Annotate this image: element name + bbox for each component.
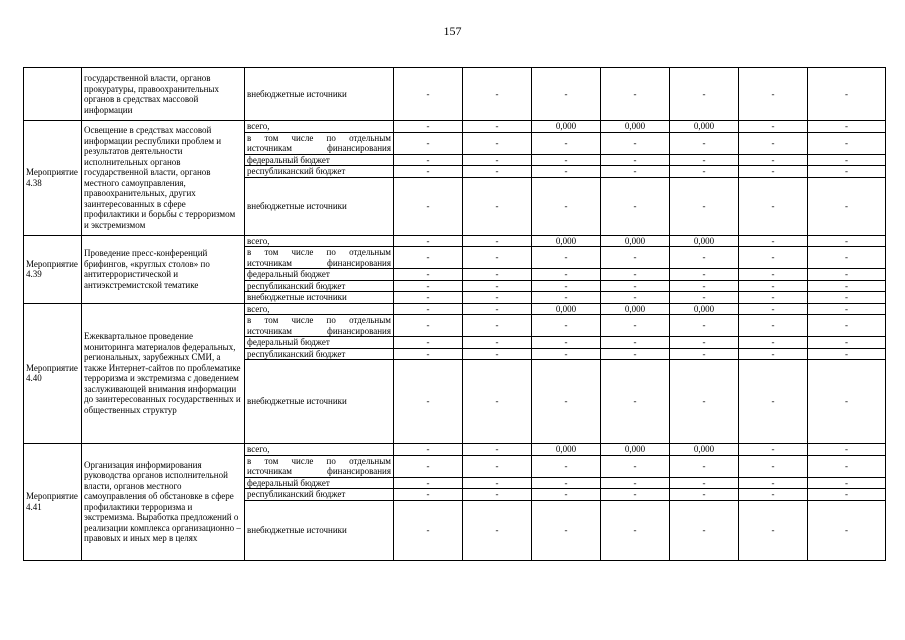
value-cell: - (532, 177, 601, 235)
value-cell: - (601, 315, 670, 337)
value-cell: - (808, 500, 886, 560)
value-cell: - (394, 68, 463, 121)
value-cell: - (601, 455, 670, 477)
value-cell: - (532, 269, 601, 281)
value-cell: - (739, 489, 808, 501)
value-cell: - (463, 121, 532, 133)
value-cell: - (808, 303, 886, 315)
funding-source-cell: внебюджетные источники (245, 68, 394, 121)
value-cell: - (670, 337, 739, 349)
funding-source-cell: республиканский бюджет (245, 489, 394, 501)
value-cell: - (601, 166, 670, 178)
value-cell: 0,000 (601, 303, 670, 315)
value-cell: - (394, 292, 463, 304)
value-cell: - (463, 477, 532, 489)
value-cell: - (808, 235, 886, 247)
value-cell: - (808, 444, 886, 456)
value-cell: - (394, 477, 463, 489)
value-cell: - (808, 68, 886, 121)
value-cell: - (739, 235, 808, 247)
value-cell: 0,000 (601, 235, 670, 247)
event-description-cell: государственной власти, органов прокуратуры, правоохранительных органов в средствах массовой информации (82, 68, 245, 121)
funding-source-cell: в том числе по отдельным источникам финансирования (245, 247, 394, 269)
funding-source-cell: внебюджетные источники (245, 500, 394, 560)
value-cell: - (601, 348, 670, 360)
value-cell: - (808, 269, 886, 281)
value-cell: - (463, 455, 532, 477)
value-cell: - (463, 154, 532, 166)
value-cell: - (463, 235, 532, 247)
value-cell: - (739, 68, 808, 121)
funding-source-cell: в том числе по отдельным источникам финансирования (245, 132, 394, 154)
value-cell: - (394, 132, 463, 154)
value-cell: - (808, 247, 886, 269)
value-cell: - (739, 292, 808, 304)
value-cell: - (463, 68, 532, 121)
value-cell: 0,000 (670, 303, 739, 315)
value-cell: - (463, 489, 532, 501)
value-cell: - (463, 348, 532, 360)
value-cell: - (601, 337, 670, 349)
value-cell: - (739, 154, 808, 166)
value-cell: - (601, 68, 670, 121)
funding-source-cell: федеральный бюджет (245, 154, 394, 166)
value-cell: - (739, 348, 808, 360)
value-cell: - (739, 455, 808, 477)
value-cell: - (532, 360, 601, 444)
value-cell: - (601, 292, 670, 304)
value-cell: - (670, 68, 739, 121)
value-cell: - (532, 500, 601, 560)
event-description-cell: Ежеквартальное проведение мониторинга материалов федеральных, региональных, зарубежных СМИ, а также Интернет-сайтов по проблематике терроризма и экстремизма с доведением заслуживающей внимания информации до заинтересованных государственных и общественных структур (82, 303, 245, 444)
value-cell: 0,000 (670, 235, 739, 247)
funding-source-cell: федеральный бюджет (245, 337, 394, 349)
value-cell: - (601, 500, 670, 560)
funding-source-cell: в том числе по отдельным источникам финансирования (245, 455, 394, 477)
page-number: 157 (443, 24, 462, 38)
value-cell: - (394, 235, 463, 247)
value-cell: - (463, 247, 532, 269)
value-cell: - (670, 166, 739, 178)
value-cell: - (394, 489, 463, 501)
value-cell: - (739, 269, 808, 281)
funding-source-cell: всего, (245, 303, 394, 315)
value-cell: - (670, 154, 739, 166)
table-row (24, 68, 886, 121)
table-row (24, 121, 886, 133)
value-cell: - (394, 280, 463, 292)
funding-source-cell: республиканский бюджет (245, 348, 394, 360)
value-cell: - (532, 477, 601, 489)
value-cell: - (394, 269, 463, 281)
value-cell: - (670, 280, 739, 292)
value-cell: - (739, 444, 808, 456)
funding-source-cell: республиканский бюджет (245, 280, 394, 292)
value-cell: - (532, 348, 601, 360)
value-cell: - (808, 315, 886, 337)
value-cell: - (532, 280, 601, 292)
value-cell: - (394, 166, 463, 178)
value-cell: - (394, 444, 463, 456)
value-cell: - (532, 154, 601, 166)
value-cell: 0,000 (601, 444, 670, 456)
value-cell: 0,000 (670, 444, 739, 456)
value-cell: - (808, 455, 886, 477)
value-cell: - (463, 500, 532, 560)
value-cell: - (739, 303, 808, 315)
value-cell: - (463, 337, 532, 349)
event-number-cell: Мероприятие 4.41 (24, 444, 82, 561)
event-number-cell: Мероприятие 4.40 (24, 303, 82, 444)
funding-source-cell: внебюджетные источники (245, 360, 394, 444)
funding-source-cell: в том числе по отдельным источникам финансирования (245, 315, 394, 337)
funding-source-cell: всего, (245, 444, 394, 456)
funding-source-cell: всего, (245, 235, 394, 247)
value-cell: - (532, 166, 601, 178)
value-cell: - (739, 247, 808, 269)
value-cell: - (532, 68, 601, 121)
value-cell: - (601, 132, 670, 154)
value-cell: - (808, 132, 886, 154)
value-cell: - (532, 489, 601, 501)
value-cell: - (808, 280, 886, 292)
value-cell: - (670, 132, 739, 154)
value-cell: - (601, 247, 670, 269)
value-cell: - (394, 315, 463, 337)
value-cell: - (394, 348, 463, 360)
value-cell: - (532, 132, 601, 154)
value-cell: - (670, 348, 739, 360)
value-cell: - (808, 292, 886, 304)
value-cell: - (463, 269, 532, 281)
funding-source-cell: внебюджетные источники (245, 292, 394, 304)
value-cell: - (532, 337, 601, 349)
value-cell: - (394, 121, 463, 133)
value-cell: - (394, 360, 463, 444)
value-cell: - (670, 500, 739, 560)
value-cell: - (670, 477, 739, 489)
value-cell: - (808, 177, 886, 235)
value-cell: - (739, 477, 808, 489)
funding-source-cell: федеральный бюджет (245, 477, 394, 489)
value-cell: - (532, 455, 601, 477)
value-cell: - (739, 121, 808, 133)
value-cell: - (601, 154, 670, 166)
value-cell: - (394, 303, 463, 315)
event-number-cell (24, 68, 82, 121)
value-cell: - (394, 177, 463, 235)
value-cell: - (463, 292, 532, 304)
event-number-cell: Мероприятие 4.38 (24, 121, 82, 236)
value-cell: - (601, 477, 670, 489)
value-cell: - (808, 121, 886, 133)
value-cell: 0,000 (601, 121, 670, 133)
event-description-cell: Проведение пресс-конференций брифингов, «круглых столов» по антитеррористической и антиэкстремистской тематике (82, 235, 245, 303)
value-cell: - (394, 247, 463, 269)
value-cell: - (808, 154, 886, 166)
value-cell: - (739, 315, 808, 337)
value-cell: - (463, 177, 532, 235)
value-cell: - (739, 132, 808, 154)
value-cell: - (532, 315, 601, 337)
value-cell: - (532, 292, 601, 304)
value-cell: - (394, 154, 463, 166)
event-description-cell: Освещение в средствах массовой информации республики проблем и результатов деятельности исполнительных органов государственной власти, органов местного самоуправления, правоохранительных, других заинтересованных в сфере профилактики и борьбы с терроризмом и экстремизмом (82, 121, 245, 236)
funding-source-cell: республиканский бюджет (245, 166, 394, 178)
table-row (24, 444, 886, 456)
funding-source-cell: всего, (245, 121, 394, 133)
value-cell: - (463, 166, 532, 178)
value-cell: - (463, 280, 532, 292)
value-cell: - (532, 247, 601, 269)
value-cell: - (808, 166, 886, 178)
value-cell: - (670, 360, 739, 444)
value-cell: 0,000 (532, 303, 601, 315)
value-cell: - (739, 337, 808, 349)
value-cell: - (739, 500, 808, 560)
value-cell: - (463, 303, 532, 315)
value-cell: - (670, 269, 739, 281)
value-cell: - (463, 444, 532, 456)
value-cell: 0,000 (532, 444, 601, 456)
value-cell: - (808, 489, 886, 501)
value-cell: - (394, 337, 463, 349)
value-cell: - (601, 489, 670, 501)
value-cell: - (670, 315, 739, 337)
value-cell: - (808, 477, 886, 489)
value-cell: - (670, 455, 739, 477)
value-cell: - (463, 360, 532, 444)
value-cell: - (670, 247, 739, 269)
value-cell: - (463, 132, 532, 154)
table-row (24, 235, 886, 247)
value-cell: 0,000 (532, 121, 601, 133)
value-cell: - (601, 280, 670, 292)
value-cell: - (670, 177, 739, 235)
value-cell: - (739, 280, 808, 292)
funding-source-cell: федеральный бюджет (245, 269, 394, 281)
value-cell: - (808, 337, 886, 349)
financing-table (23, 67, 886, 561)
funding-source-cell: внебюджетные источники (245, 177, 394, 235)
value-cell: 0,000 (670, 121, 739, 133)
event-number-cell: Мероприятие 4.39 (24, 235, 82, 303)
value-cell: - (601, 177, 670, 235)
value-cell: 0,000 (532, 235, 601, 247)
table-row (24, 303, 886, 315)
value-cell: - (670, 489, 739, 501)
value-cell: - (394, 500, 463, 560)
value-cell: - (808, 360, 886, 444)
value-cell: - (739, 166, 808, 178)
value-cell: - (601, 360, 670, 444)
value-cell: - (670, 292, 739, 304)
value-cell: - (463, 315, 532, 337)
value-cell: - (601, 269, 670, 281)
value-cell: - (808, 348, 886, 360)
value-cell: - (739, 360, 808, 444)
event-description-cell: Организация информирования руководства органов исполнительной власти, органов местного самоуправления об обстановке в сфере профилактики терроризма и экстремизма. Выработка предложений о реализации комплекса организационно – правовых и иных мер в целях (82, 444, 245, 561)
value-cell: - (394, 455, 463, 477)
value-cell: - (739, 177, 808, 235)
